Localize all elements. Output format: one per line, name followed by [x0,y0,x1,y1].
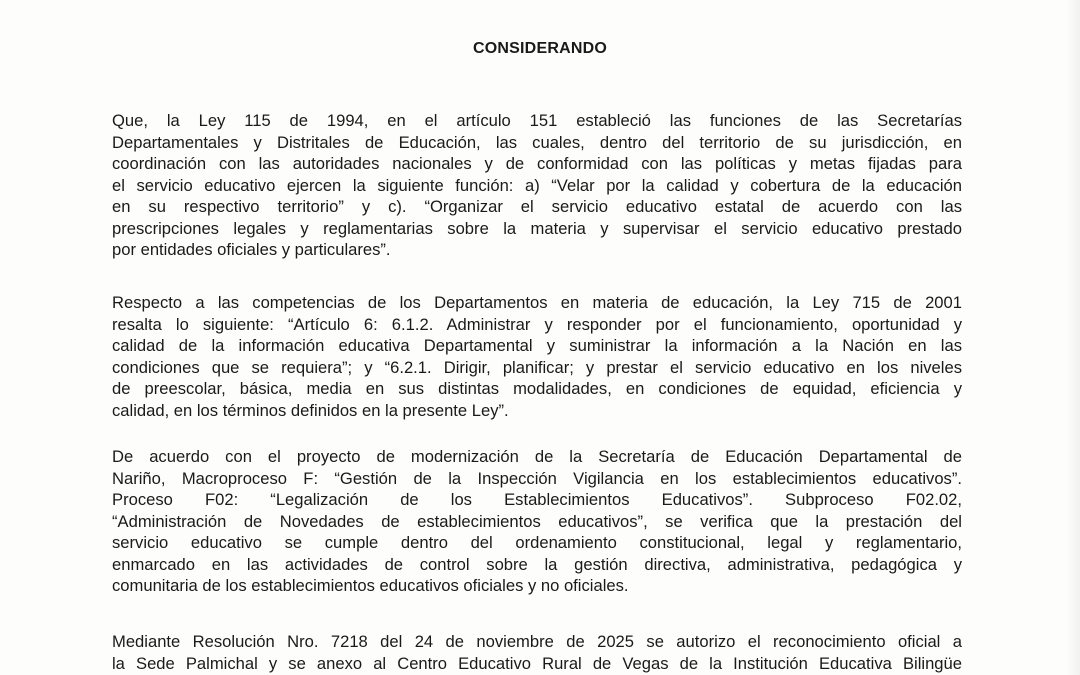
paragraph-line: resalta lo siguiente: “Artículo 6: 6.1.2. Administrar y responder por el funcionamiento, oportunidad y [112,314,962,334]
paragraph-line: calidad, en los términos definidos en la presente Ley”. [112,400,509,420]
paragraph-line: Departamentales y Distritales de Educación, las cuales, dentro del territorio de su jurisdicción, en [112,132,962,152]
section-heading: CONSIDERANDO [473,40,607,57]
paragraph-line: Que, la Ley 115 de 1994, en el artículo 151 estableció las funciones de las Secretarías [112,111,962,130]
paragraph-line: calidad de la información educativa Departamental y suministrar la información a la Nación en las [112,336,962,355]
paragraph-line: Nariño, Macroproceso F: “Gestión de la Inspección Vigilancia en los establecimientos educativos”. [112,468,962,488]
paragraph-line: De acuerdo con el proyecto de modernización de la Secretaría de Educación Departamental de [112,447,962,466]
paragraph-line: comunitaria de los establecimientos educativos oficiales y no oficiales. [112,576,629,595]
paragraph-line: “Administración de Novedades de establecimientos educativos”, se verifica que la prestación del [112,511,962,531]
paragraph-line: condiciones que se requiera”; y “6.2.1. Dirigir, planificar; y prestar el servicio educativo en los niveles [112,357,962,377]
paragraph-line: el servicio educativo ejercen la siguiente función: a) “Velar por la calidad y cobertura de la educación [112,175,962,195]
paragraph-ley-115 [112,110,962,261]
paragraph-modernizacion [112,446,962,597]
paragraph-line: Mediante Resolución Nro. 7218 del 24 de noviembre de 2025 se autorizo el reconocimiento oficial a [112,632,962,651]
paragraph-line: Respecto a las competencias de los Departamentos en materia de educación, la Ley 715 de 2001 [112,293,962,312]
paragraph-line: servicio educativo se cumple dentro del ordenamiento constitucional, legal y reglamentario, [112,533,962,552]
paragraph-line: en su respectivo territorio” y c). “Organizar el servicio educativo estatal de acuerdo con las [112,197,962,216]
paragraph-line: la Sede Palmichal y se anexo al Centro Educativo Rural de Vegas de la Institución Educativa Bilingüe [112,653,962,673]
paragraph-line: Proceso F02: “Legalización de los Establecimientos Educativos”. Subproceso F02.02, [112,490,962,509]
paragraph-line: enmarcado en las actividades de control sobre la gestión directiva, administrativa, pedagógica y [112,554,962,574]
paragraph-line: prescripciones legales y reglamentarias sobre la materia y supervisar el servicio educativo prestado [112,218,962,238]
page-edge-shadow [1066,0,1080,675]
paragraph-line: por entidades oficiales y particulares”. [112,240,391,259]
paragraph-ley-715 [112,292,962,421]
paragraph-line: coordinación con las autoridades nacionales y de conformidad con las políticas y metas fijadas para [112,154,962,173]
paragraph-line: de preescolar, básica, media en sus distintas modalidades, en condiciones de equidad, eficiencia y [112,379,962,398]
paragraph-resolucion [112,631,962,674]
